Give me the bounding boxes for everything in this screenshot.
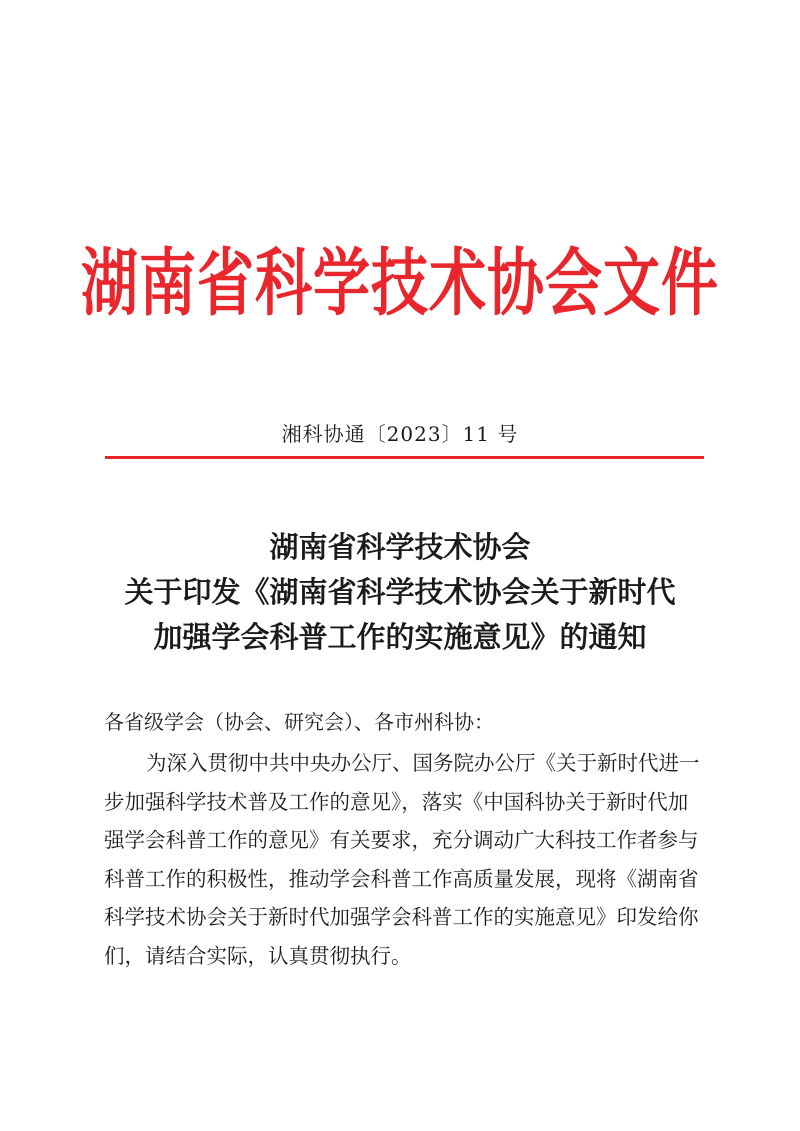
notice-title-line: 湖南省科学技术协会 [269, 530, 531, 564]
body-line: 们，请结合实际，认真贯彻执行。 [104, 943, 412, 968]
body-paragraph [104, 744, 704, 976]
body-line: 科学技术协会关于新时代加强学会科普工作的实施意见》印发给你 [104, 905, 699, 930]
body-line: 步加强科学技术普及工作的意见》，落实《中国科协关于新时代加 [104, 789, 689, 814]
document-number: 湘科协通〔2023〕11 号 [281, 422, 519, 446]
body-line: 为深入贯彻中共中央办公厅、国务院办公厅《关于新时代进一 [146, 751, 700, 775]
organization-header-title: 湖南省科学技术协会文件 [81, 241, 719, 327]
notice-title-line: 关于印发《湖南省科学技术协会关于新时代 [124, 575, 676, 609]
notice-title [0, 525, 800, 660]
salutation: 各省级学会（协会、研究会）、各市州科协： [104, 710, 494, 734]
notice-title-line: 加强学会科普工作的实施意见》的通知 [153, 620, 647, 654]
body-line: 强学会科普工作的意见》有关要求，充分调动广大科技工作者参与 [104, 828, 699, 853]
body-line: 科普工作的积极性，推动学会科普工作高质量发展，现将《湖南省 [104, 866, 699, 891]
red-divider-rule [105, 456, 704, 459]
